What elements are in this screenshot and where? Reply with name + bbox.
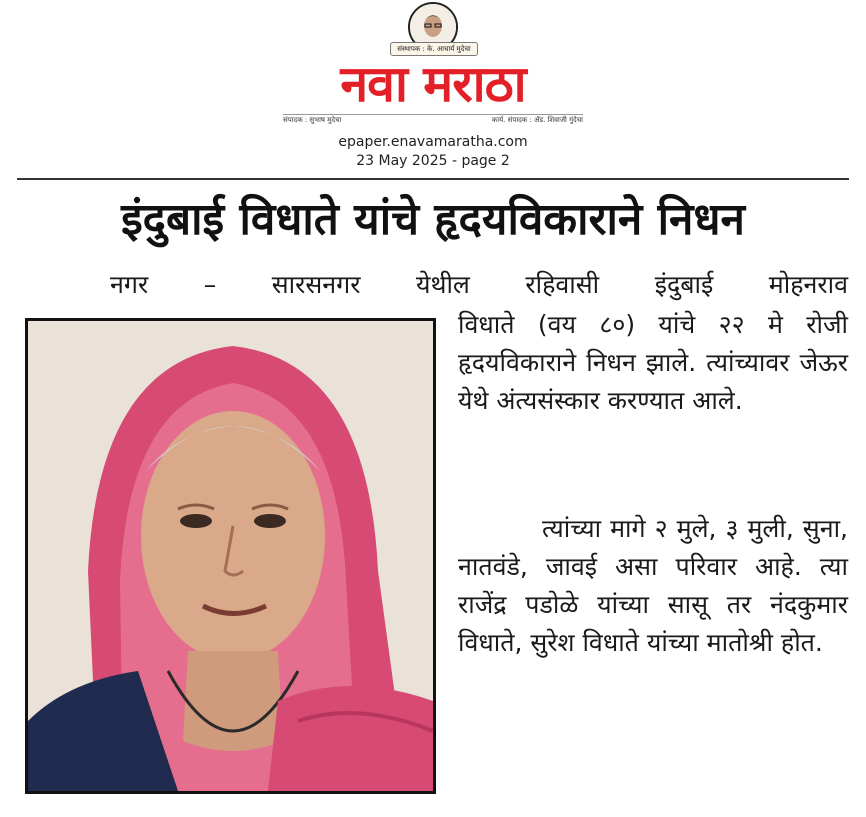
newspaper-masthead <box>0 0 866 178</box>
newspaper-logo: नवा मराठा <box>340 55 526 113</box>
article-paragraph-2: त्यांच्या मागे २ मुले, ३ मुली, सुना, नातवंडे, जावई असा परिवार आहे. त्या राजेंद्र पडोळे यांच्या सासू तर नंदकुमार विधाते, सुरेश विधाते यांच्या मातोश्री होत. <box>458 514 848 657</box>
article-paragraph-1: विधाते (वय ८०) यांचे २२ मे रोजी हृदयविकाराने निधन झाले. त्यांच्यावर जेऊर येथे अंत्यसंस्कार करण्यात आले. <box>458 310 848 415</box>
article-first-line: नगर – सारसनगर येथील रहिवासी इंदुबाई मोहनराव <box>110 270 848 299</box>
editor-right: कार्य. संपादक : ॲड. शिवाजी गुंदेचा <box>491 116 583 124</box>
issue-date: 23 May 2025 - page 2 <box>356 153 510 169</box>
article-headline: इंदुबाई विधाते यांचे हृदयविकाराने निधन <box>121 194 745 245</box>
obituary-photo <box>25 318 436 794</box>
editor-left: संपादक : सुभाष मुदेचा <box>283 116 342 124</box>
editors-line <box>283 114 583 126</box>
site-url[interactable]: epaper.enavamaratha.com <box>338 134 528 150</box>
founder-caption: संस्थापक : के. आचार्य मुदेचा <box>390 42 478 56</box>
header-divider <box>17 178 849 180</box>
